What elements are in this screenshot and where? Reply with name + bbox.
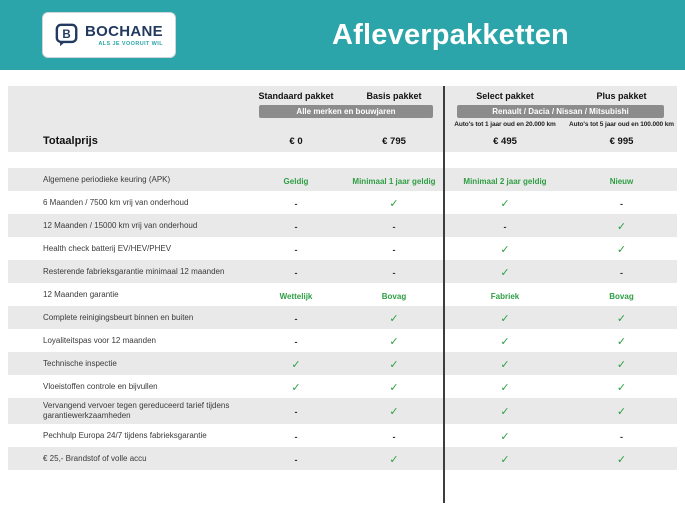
cell <box>566 171 677 189</box>
cell <box>344 217 444 235</box>
table-row <box>8 168 677 191</box>
cell <box>444 240 566 258</box>
column-note-select: Auto's tot 1 jaar oud en 20.000 km <box>454 121 556 128</box>
cell <box>566 402 677 420</box>
header-bar <box>0 0 685 70</box>
column-header-row <box>8 86 677 104</box>
feature-value: - <box>294 198 298 209</box>
cell <box>566 378 677 396</box>
cell <box>566 240 677 258</box>
cell <box>444 427 566 445</box>
feature-value: ✓ <box>500 196 510 210</box>
cell <box>344 450 444 468</box>
page-title: Afleverpakketten <box>332 18 569 51</box>
cell <box>566 332 677 350</box>
feature-value: ✓ <box>616 357 627 371</box>
feature-value: ✓ <box>389 311 399 325</box>
table-row <box>8 237 677 260</box>
package-group-divider <box>443 86 445 503</box>
column-notes-row <box>8 119 677 130</box>
feature-label: Complete reinigingsbeurt binnen en buiten <box>43 312 194 322</box>
feature-value: Bovag <box>609 291 634 301</box>
feature-value: Bovag <box>381 291 407 301</box>
feature-label: Vloeistoffen controle en bijvullen <box>43 381 158 391</box>
table-row <box>8 329 677 352</box>
table-row <box>8 283 677 306</box>
cell <box>344 240 444 258</box>
feature-label: Health check batterij EV/HEV/PHEV <box>43 243 172 253</box>
cell <box>444 332 566 350</box>
column-header-standaard: Standaard pakket <box>258 91 334 101</box>
feature-label: Vervangend vervoer tegen gereduceerd tarief tijdens garantiewerkzaamheden <box>43 401 230 420</box>
cell <box>344 378 444 396</box>
feature-value: Wettelijk <box>279 291 313 301</box>
table-row <box>8 191 677 214</box>
feature-value: ✓ <box>291 357 301 371</box>
cell <box>344 194 444 212</box>
feature-value: - <box>294 336 298 347</box>
cell <box>566 286 677 304</box>
package-comparison-table <box>0 86 685 470</box>
logo-text <box>85 24 163 47</box>
cell <box>248 240 344 258</box>
cell <box>344 402 444 420</box>
table-row <box>8 424 677 447</box>
table-head <box>8 86 677 152</box>
feature-value: ✓ <box>389 405 399 418</box>
feature-value: ✓ <box>500 311 510 325</box>
feature-value: Minimaal 1 jaar geldig <box>352 176 436 186</box>
cell <box>344 263 444 281</box>
feature-value: ✓ <box>389 452 399 466</box>
table-row <box>8 447 677 470</box>
svg-text:B: B <box>62 28 71 41</box>
table-row <box>8 375 677 398</box>
cell <box>566 217 677 235</box>
cell <box>566 309 677 327</box>
cell <box>444 355 566 373</box>
total-price-basis: € 795 <box>382 135 406 147</box>
total-price-row <box>8 130 677 152</box>
cell <box>344 286 444 304</box>
brands-badge-renault-group: Renault / Dacia / Nissan / Mitsubishi <box>457 105 664 118</box>
column-header-basis: Basis pakket <box>366 91 422 101</box>
cell <box>344 171 444 189</box>
cell <box>566 427 677 445</box>
total-price-standaard: € 0 <box>289 135 303 147</box>
cell <box>444 194 566 212</box>
cell <box>444 450 566 468</box>
cell <box>248 355 344 373</box>
cell <box>444 217 566 235</box>
feature-value: - <box>392 221 396 232</box>
feature-value: ✓ <box>500 429 510 443</box>
brands-badge-all: Alle merken en bouwjaren <box>259 105 433 118</box>
cell <box>566 194 677 212</box>
cell <box>248 217 344 235</box>
cell <box>444 263 566 281</box>
feature-value: - <box>294 244 298 255</box>
cell <box>344 427 444 445</box>
cell <box>248 309 344 327</box>
feature-value: ✓ <box>616 311 627 325</box>
feature-value: ✓ <box>500 357 510 371</box>
cell <box>566 450 677 468</box>
bochane-logo <box>42 12 176 58</box>
feature-value: Fabriek <box>490 291 520 301</box>
cell <box>444 378 566 396</box>
feature-label: 12 Maanden / 15000 km vrij van onderhoud <box>43 220 198 230</box>
brands-badge-row <box>8 104 677 119</box>
feature-value: - <box>294 267 298 278</box>
feature-value: - <box>294 407 298 417</box>
column-header-plus: Plus pakket <box>596 91 647 101</box>
brand-name: BOCHANE <box>85 22 163 40</box>
feature-value: - <box>392 244 396 255</box>
feature-label: € 25,- Brandstof of volle accu <box>43 453 147 463</box>
feature-value: ✓ <box>500 405 510 418</box>
column-header-select: Select pakket <box>476 91 534 101</box>
cell <box>248 402 344 420</box>
cell <box>444 402 566 420</box>
feature-value: - <box>294 431 298 442</box>
feature-value: - <box>620 198 623 209</box>
feature-value: Geldig <box>283 176 309 186</box>
feature-rows <box>8 168 677 470</box>
feature-label: 6 Maanden / 7500 km vrij van onderhoud <box>43 197 189 207</box>
feature-value: ✓ <box>389 357 399 371</box>
feature-value: ✓ <box>500 334 510 348</box>
feature-value: ✓ <box>389 380 399 394</box>
cell <box>444 171 566 189</box>
feature-value: ✓ <box>616 219 627 233</box>
feature-value: ✓ <box>616 380 627 394</box>
table-row <box>8 306 677 329</box>
feature-label: Loyaliteitspas voor 12 maanden <box>43 335 156 345</box>
feature-label: Pechhulp Europa 24/7 tijdens fabrieksgarantie <box>43 430 207 440</box>
cell <box>248 332 344 350</box>
total-price-select: € 495 <box>493 135 517 147</box>
cell <box>444 309 566 327</box>
feature-label: 12 Maanden garantie <box>43 289 119 299</box>
feature-label: Algemene periodieke keuring (APK) <box>43 174 171 184</box>
feature-value: ✓ <box>291 380 301 394</box>
cell <box>344 332 444 350</box>
feature-value: - <box>620 267 623 278</box>
cell <box>248 450 344 468</box>
cell <box>248 427 344 445</box>
feature-value: ✓ <box>500 380 510 394</box>
cell <box>444 286 566 304</box>
table-row <box>8 214 677 237</box>
feature-value: ✓ <box>500 452 510 466</box>
feature-value: - <box>294 454 298 465</box>
feature-value: - <box>392 431 396 442</box>
cell <box>566 263 677 281</box>
speech-bubble-b-icon <box>55 23 79 47</box>
spacer <box>8 152 677 168</box>
feature-value: ✓ <box>389 196 399 210</box>
column-note-plus: Auto's tot 5 jaar oud en 100.000 km <box>569 121 674 128</box>
cell <box>248 194 344 212</box>
feature-value: - <box>392 267 396 278</box>
total-price-label: Totaalprijs <box>43 135 98 147</box>
badge-cell-right <box>444 105 677 118</box>
table-row <box>8 352 677 375</box>
feature-value: ✓ <box>389 334 399 348</box>
feature-value: ✓ <box>500 242 510 256</box>
feature-value: - <box>294 221 298 232</box>
cell <box>566 355 677 373</box>
total-price-plus: € 995 <box>609 135 634 147</box>
brand-tagline: ALS JE VOORUIT WIL <box>98 40 163 47</box>
cell <box>248 286 344 304</box>
feature-value: ✓ <box>616 334 627 348</box>
feature-value: ✓ <box>616 452 627 466</box>
feature-value: Nieuw <box>609 176 634 186</box>
cell <box>344 309 444 327</box>
feature-value: - <box>620 431 623 442</box>
feature-label: Resterende fabrieksgarantie minimaal 12 maanden <box>43 266 225 276</box>
cell <box>344 355 444 373</box>
table-row <box>8 398 677 424</box>
feature-value: ✓ <box>616 405 627 418</box>
cell <box>248 263 344 281</box>
table-row <box>8 260 677 283</box>
feature-value: ✓ <box>616 242 627 256</box>
feature-value: Minimaal 2 jaar geldig <box>463 176 547 186</box>
feature-value: ✓ <box>500 265 510 279</box>
cell <box>248 171 344 189</box>
cell <box>248 378 344 396</box>
feature-value: - <box>503 221 507 232</box>
badge-cell-left <box>248 105 444 118</box>
feature-label: Technische inspectie <box>43 358 117 368</box>
feature-value: - <box>294 313 298 324</box>
